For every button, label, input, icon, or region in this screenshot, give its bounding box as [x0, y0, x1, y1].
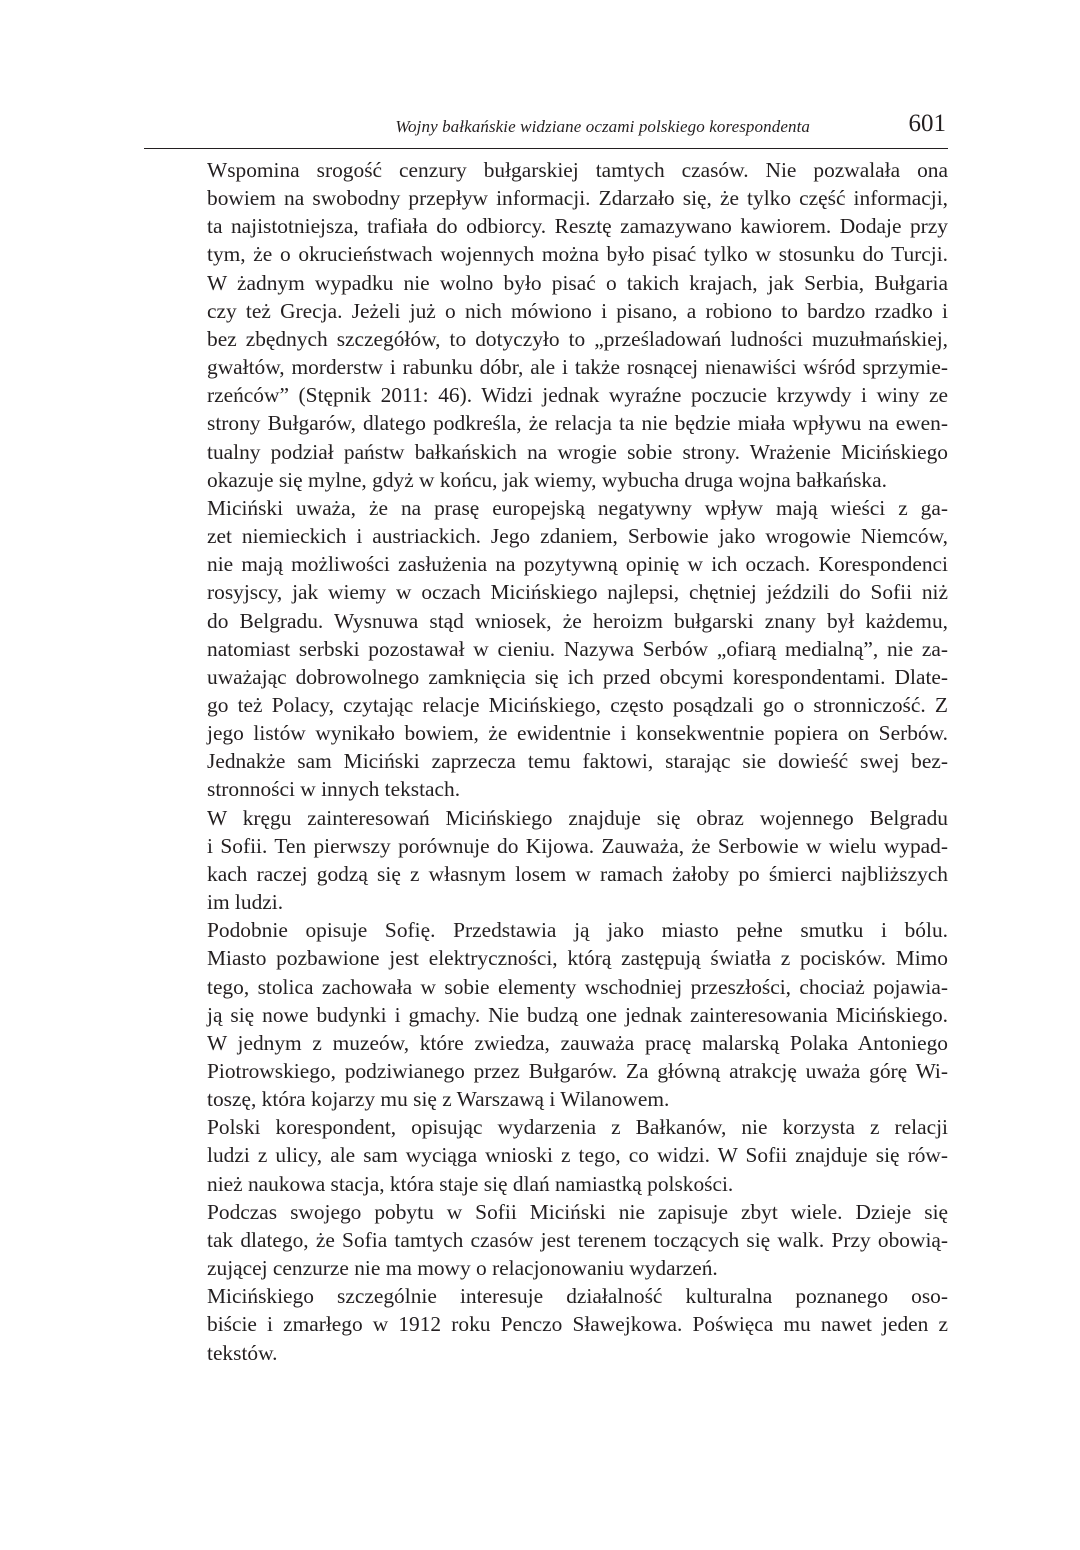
text-line: biście i zmarłego w 1912 roku Penczo Sławejkowa. Poświęca mu nawet jeden z [207, 1312, 948, 1337]
paragraph [144, 1198, 948, 1282]
text-line: zet niemieckich i austriackich. Jego zdaniem, Serbowie jako wrogowie Niemców, [207, 524, 948, 549]
text-line: gwałtów, morderstw i rabunku dóbr, ale i także rosnącej nienawiści wśród sprzymie- [207, 355, 948, 380]
text-line: natomiast serbski pozostawał w cieniu. Nazywa Serbów „ofiarą medialną”, nie za- [207, 636, 948, 661]
text-line: tekstów. [207, 1340, 278, 1365]
text-line: ją się nowe budynki i gmachy. Nie budzą one jednak zainteresowania Micińskiego. [207, 1002, 948, 1027]
text-line: Miciński uważa, że na prasę europejską negatywny wpływ mają wieści z ga- [207, 495, 948, 520]
text-line: strony Bułgarów, dlatego podkreśla, że relacja ta nie będzie miała wpływu na ewen- [207, 411, 948, 436]
text-line: jego listów wynikało bowiem, że ewidentnie i konsekwentnie popiera on Serbów. [207, 721, 948, 746]
running-title: Wojny bałkańskie widziane oczami polskiego korespondenta [395, 117, 810, 136]
text-line: ludzi z ulicy, ale sam wyciąga wnioski z tego, co widzi. W Sofii znajduje się rów- [207, 1143, 948, 1168]
text-line: toszę, która kojarzy mu się z Warszawą i Wilanowem. [207, 1087, 670, 1112]
paragraph [144, 1282, 948, 1366]
text-line: okazuje się mylne, gdyż w końcu, jak wiemy, wybucha druga wojna bałkańska. [207, 467, 887, 492]
text-line: i Sofii. Ten pierwszy porównuje do Kijowa. Zauważa, że Serbowie w wielu wypad- [207, 833, 948, 858]
paragraph [144, 494, 948, 804]
text-line: W żadnym wypadku nie wolno było pisać o takich krajach, jak Serbia, Bułgaria [207, 270, 948, 295]
text-line: nie mają możliwości zasłużenia na pozytywną opinię w ich oczach. Korespondenci [207, 552, 948, 577]
text-line: Polski korespondent, opisując wydarzenia z Bałkanów, nie korzysta z relacji [207, 1115, 948, 1140]
text-line: Podobnie opisuje Sofię. Przedstawia ją jako miasto pełne smutku i bólu. [207, 918, 948, 943]
text-line: im ludzi. [207, 890, 284, 915]
text-line: Wspomina srogość cenzury bułgarskiej tamtych czasów. Nie pozwalała ona [207, 158, 948, 182]
body-text [144, 156, 948, 1367]
text-line: Miasto pozbawione jest elektryczności, którą zastępują światła z pocisków. Mimo [207, 946, 948, 971]
text-line: stronności w innych tekstach. [207, 777, 461, 802]
text-line: tego, stolica zachowała w sobie elementy wschodniej przeszłości, chociaż pojawia- [207, 974, 948, 999]
text-line: Piotrowskiego, podziwianego przez Bułgarów. Za główną atrakcję uważa górę Wi- [207, 1059, 948, 1083]
text-line: kach raczej godzą się z własnym losem w ramach żałoby po śmierci najbliższych [207, 861, 948, 886]
text-line: uważając dobrowolnego zamknięcia się ich przed obcymi korespondentami. Dlate- [207, 664, 948, 689]
paragraph [144, 804, 948, 917]
text-line: bez zbędnych szczegółów, to dotyczyło to „prześladowań ludności muzułmańskiej, [207, 326, 948, 351]
running-header [144, 108, 948, 149]
paragraph [144, 1113, 948, 1197]
text-line: nież naukowa stacja, która staje się dlań namiastką polskości. [207, 1171, 734, 1196]
text-line: tym, że o okrucieństwach wojennych można było pisać tylko w stosunku do Turcji. [207, 242, 948, 267]
text-line: bowiem na swobodny przepływ informacji. Zdarzało się, że tylko część informacji, [207, 186, 948, 211]
text-line: tualny podział państw bałkańskich na wrogie sobie strony. Wrażenie Micińskiego [207, 439, 948, 464]
paragraph [144, 156, 948, 494]
text-line: Jednakże sam Miciński zaprzecza temu faktowi, starając sie dowieść swej bez- [207, 749, 948, 774]
text-line: rosyjscy, jak wiemy w oczach Micińskiego najlepsi, chętniej jeździli do Sofii niż [207, 580, 948, 605]
text-line: Podczas swojego pobytu w Sofii Miciński nie zapisuje zbyt wiele. Dzieje się [207, 1199, 948, 1224]
text-line: Micińskiego szczególnie interesuje działalność kulturalna poznanego oso- [207, 1284, 948, 1309]
text-line: go też Polacy, czytając relacje Micińskiego, często posądzali go o stronniczość. Z [207, 692, 948, 717]
page-number: 601 [908, 110, 946, 137]
paragraph [144, 916, 948, 1113]
text-line: W jednym z muzeów, które zwiedza, zauważa pracę malarską Polaka Antoniego [207, 1030, 948, 1055]
text-line: ta najistotniejsza, trafiała do odbiorcy. Resztę zamazywano kawiorem. Dodaje przy [207, 214, 948, 239]
text-line: czy też Grecja. Jeżeli już o nich mówiono i pisano, a robiono to bardzo rzadko i [207, 298, 948, 323]
text-line: do Belgradu. Wysnuwa stąd wniosek, że heroizm bułgarski znany był każdemu, [207, 608, 948, 633]
text-line: W kręgu zainteresowań Micińskiego znajduje się obraz wojennego Belgradu [207, 805, 948, 830]
text-line: rzeńców” (Stępnik 2011: 46). Widzi jednak wyraźne poczucie krzywdy i winy ze [207, 383, 948, 408]
text-line: tak dlatego, że Sofia tamtych czasów jest terenem toczących się walk. Przy obowią- [207, 1227, 948, 1252]
text-line: zującej cenzurze nie ma mowy o relacjonowaniu wydarzeń. [207, 1256, 718, 1281]
